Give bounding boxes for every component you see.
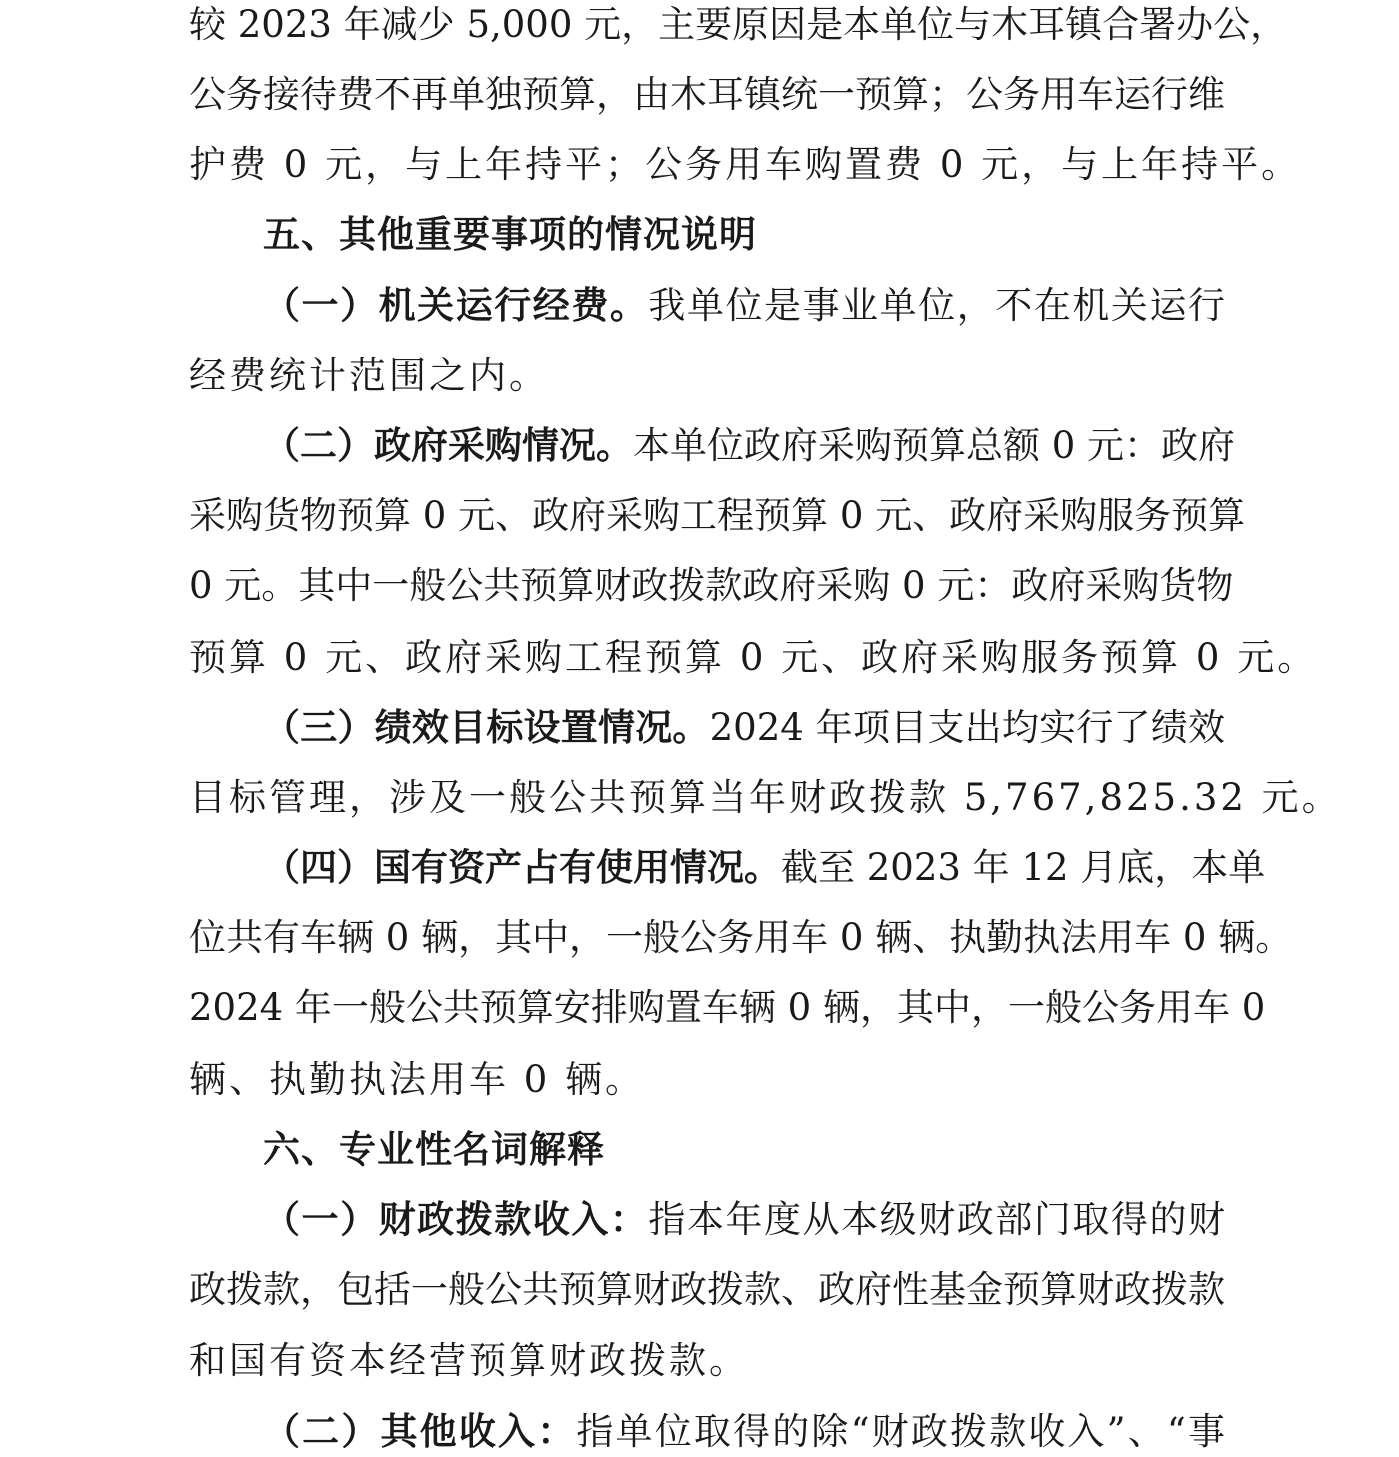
paragraph-line: 0 元。其中一般公共预算财政拨款政府采购 0 元：政府采购货物 [189, 564, 1234, 607]
paragraph-line: 目标管理，涉及一般公共预算当年财政拨款 5,767,825.32 元。 [189, 776, 1342, 819]
paragraph-line [263, 1198, 1225, 1242]
subsection-text: 指本年度从本级财政部门取得的财 [648, 1198, 1226, 1241]
subsection-title: （二）政府采购情况。 [263, 424, 633, 467]
paragraph-line: 政拨款，包括一般公共预算财政拨款、政府性基金预算财政拨款 [189, 1268, 1225, 1311]
paragraph-line [263, 706, 1225, 750]
paragraph-line: 辆、执勤执法用车 0 辆。 [189, 1058, 646, 1101]
subsection-title: （二）其他收入： [263, 1410, 577, 1453]
paragraph-line [263, 424, 1236, 468]
subsection-text: 指单位取得的除“财政拨款收入”、“事 [576, 1410, 1226, 1453]
section-heading-5: 五、其他重要事项的情况说明 [263, 213, 757, 256]
subsection-title: （三）绩效目标设置情况。 [263, 706, 710, 749]
subsection-text: 本单位政府采购预算总额 0 元：政府 [633, 424, 1236, 467]
subsection-text: 截至 2023 年 12 月底，本单 [781, 846, 1266, 889]
paragraph-line: 2024 年一般公共预算安排购置车辆 0 辆，其中，一般公务用车 0 [189, 986, 1266, 1029]
paragraph-line: 采购货物预算 0 元、政府采购工程预算 0 元、政府采购服务预算 [189, 494, 1246, 537]
paragraph-line [263, 1410, 1225, 1454]
subsection-text: 我单位是事业单位，不在机关运行 [648, 284, 1226, 327]
subsection-title: （一）机关运行经费。 [263, 284, 649, 327]
paragraph-line: 较 2023 年减少 5,000 元，主要原因是本单位与木耳镇合署办公， [189, 3, 1288, 46]
subsection-title: （四）国有资产占有使用情况。 [263, 846, 781, 889]
paragraph-line [263, 284, 1225, 328]
subsection-title: （一）财政拨款收入： [263, 1198, 649, 1241]
paragraph-line: 预算 0 元、政府采购工程预算 0 元、政府采购服务预算 0 元。 [189, 636, 1318, 679]
paragraph-line: 位共有车辆 0 辆，其中，一般公务用车 0 辆、执勤执法用车 0 辆。 [189, 916, 1293, 959]
paragraph-line: 护费 0 元，与上年持平；公务用车购置费 0 元，与上年持平。 [189, 143, 1302, 186]
paragraph-line [263, 846, 1266, 890]
section-heading-6: 六、专业性名词解释 [263, 1128, 605, 1171]
paragraph-line: 和国有资本经营预算财政拨款。 [189, 1339, 749, 1382]
paragraph-line: 公务接待费不再单独预算，由木耳镇统一预算；公务用车运行维 [189, 73, 1225, 116]
paragraph-line: 经费统计范围之内。 [189, 354, 549, 397]
subsection-text: 2024 年项目支出均实行了绩效 [709, 706, 1225, 749]
